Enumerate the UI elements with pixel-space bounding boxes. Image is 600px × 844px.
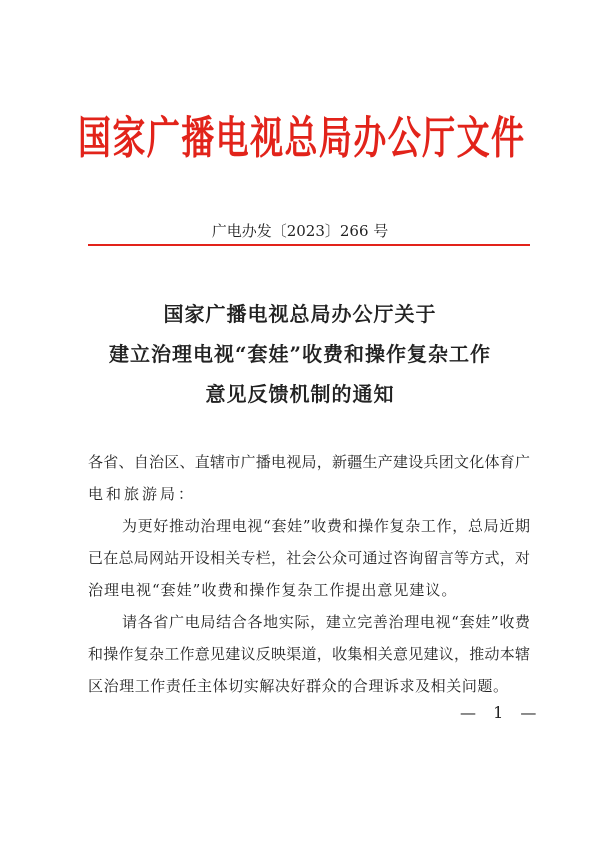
- body-line: 各省、自治区、直辖市广播电视局，新疆生产建设兵团文化体育广: [88, 453, 530, 471]
- document-title-line: 建立治理电视“套娃”收费和操作复杂工作: [108, 342, 491, 366]
- issuer-title: 国家广播电视总局办公厅文件: [78, 111, 524, 164]
- body-line: 和操作复杂工作意见建议反映渠道，收集相关意见建议，推动本辖: [88, 645, 530, 663]
- body-line: 治理电视“套娃”收费和操作复杂工作提出意见建议。: [88, 581, 458, 599]
- document-title-line: 意见反馈机制的通知: [205, 382, 395, 406]
- body-line: 区治理工作责任主体切实解决好群众的合理诉求及相关问题。: [88, 677, 508, 695]
- header-divider: [88, 244, 530, 246]
- document-title-line: 国家广播电视总局办公厅关于: [163, 302, 437, 326]
- body-line: 已在总局网站开设相关专栏，社会公众可通过咨询留言等方式，对: [88, 549, 530, 567]
- document-number: 广电办发〔2023〕266 号: [211, 222, 389, 240]
- body-line: 为更好推动治理电视“套娃”收费和操作复杂工作，总局近期: [122, 517, 530, 535]
- body-line: 请各省广电局结合各地实际，建立完善治理电视“套娃”收费: [122, 613, 530, 631]
- page-number: — 1 —: [460, 703, 543, 722]
- body-line: 电和旅游局：: [88, 485, 197, 503]
